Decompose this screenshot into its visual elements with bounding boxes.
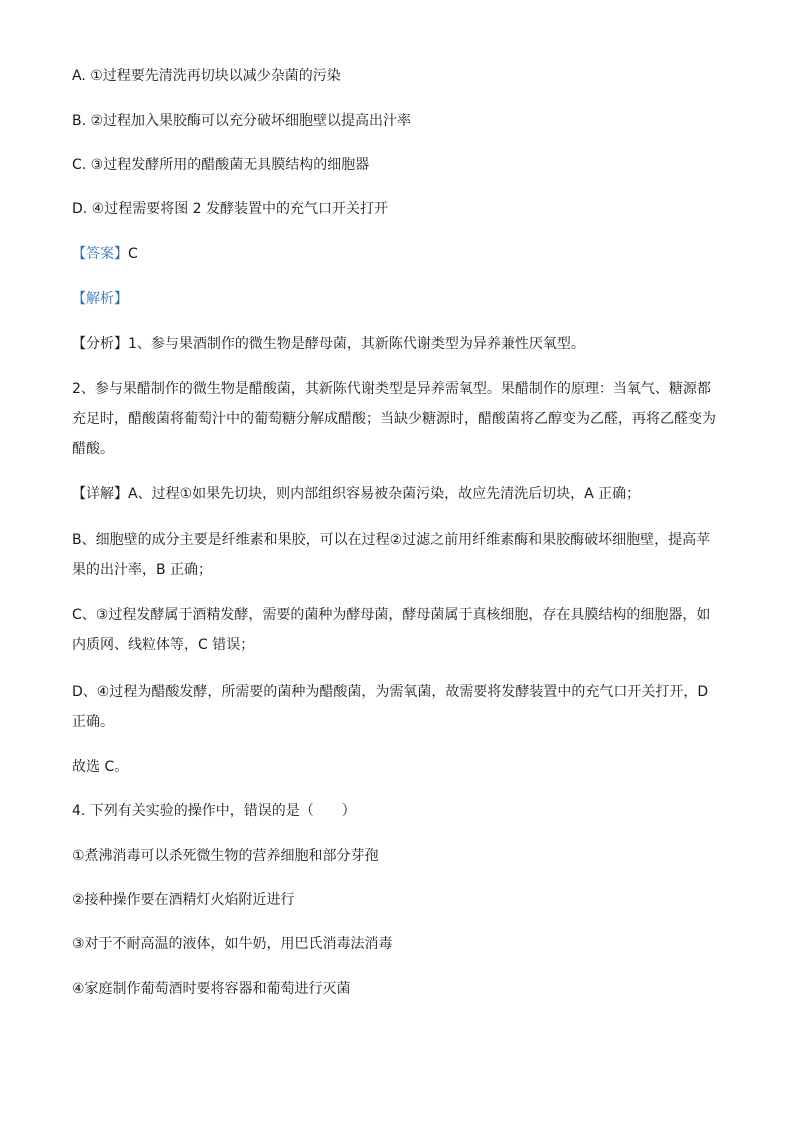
detail-text-a: A、过程①如果先切块，则内部组织容易被杂菌污染，故应先清洗后切块，A 正确； [128,486,641,502]
question-4-stem: 4. 下列有关实验的操作中，错误的是（ ） [72,803,356,819]
option-a: A. ①过程要先清洗再切块以减少杂菌的污染 [72,68,341,84]
detail-paragraph-a [72,484,722,504]
answer-label: 【答案】 [72,246,128,262]
detail-label: 【详解】 [72,486,128,502]
detail-paragraph-b: B、细胞壁的成分主要是纤维素和果胶，可以在过程②过滤之前用纤维素酶和果胶酶破坏细胞壁，提高苹果的出汁率，B 正确； [72,532,711,578]
question-4-item-4: ④家庭制作葡萄酒时要将容器和葡萄进行灭菌 [72,981,351,997]
analysis-heading [72,289,722,309]
question-4-item-2: ②接种操作要在酒精灯火焰附近进行 [72,892,295,908]
fenxi-label: 【分析】 [72,336,128,352]
detail-paragraph-c: C、③过程发酵属于酒精发酵，需要的菌种为酵母菌，酵母菌属于真核细胞，存在具膜结构的细胞器，如内质网、线粒体等，C 错误； [72,607,711,653]
fenxi-paragraph-2: 2、参与果醋制作的微生物是醋酸菌，其新陈代谢类型是异养需氧型。果醋制作的原理：当氧气、糖源都充足时，醋酸菌将葡萄汁中的葡萄糖分解成醋酸；当缺少糖源时，醋酸菌将乙醇变为乙醛，再将乙醛变为醋酸。 [72,381,716,457]
detail-paragraph-d: D、④过程为醋酸发酵，所需要的菌种为醋酸菌，为需氧菌，故需要将发酵装置中的充气口开关打开，D 正确。 [72,684,709,730]
option-b: B. ②过程加入果胶酶可以充分破坏细胞壁以提高出汁率 [72,113,412,129]
question-4-item-3: ③对于不耐高温的液体，如牛奶，用巴氏消毒法消毒 [72,936,393,952]
answer-line [72,244,722,264]
answer-value: C [128,246,138,262]
fenxi-text-1: 1、参与果酒制作的微生物是酵母菌，其新陈代谢类型为异养兼性厌氧型。 [128,336,585,352]
conclusion: 故选 C。 [72,759,129,775]
option-d: D. ④过程需要将图 2 发酵装置中的充气口开关打开 [72,201,389,217]
fenxi-paragraph-1 [72,334,722,354]
question-4-item-1: ①煮沸消毒可以杀死微生物的营养细胞和部分芽孢 [72,848,379,864]
option-c: C. ③过程发酵所用的醋酸菌无具膜结构的细胞器 [72,157,370,173]
analysis-label: 【解析】 [72,291,128,307]
